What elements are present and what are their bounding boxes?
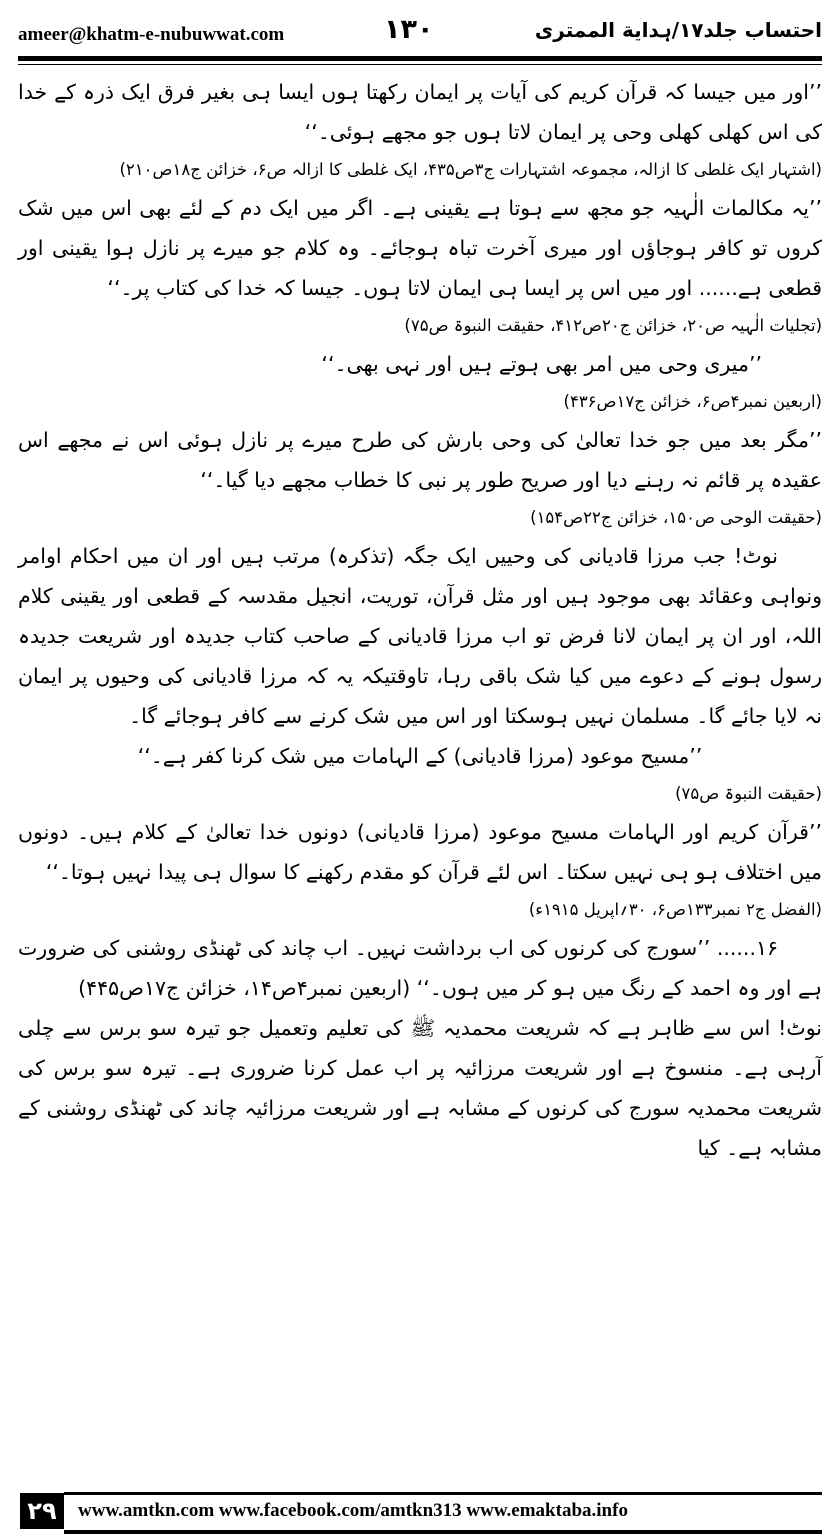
quote-paragraph: ’’قرآن کریم اور الہامات مسیح موعود (مرزا قادیانی) دونوں خدا تعالیٰ کے کلام ہیں۔ دونوں میں اختلاف ہو ہی نہیں سکتا۔ اس لئے قرآن کو مقدم رکھنے کا سوال ہی پیدا نہیں ہوتا۔‘‘ xyxy=(18,820,822,884)
footer-page-number: ۲۹ xyxy=(20,1493,64,1529)
page-body xyxy=(18,72,822,1168)
quote-paragraph: ’’مسیح موعود (مرزا قادیانی) کے الہامات میں شک کرنا کفر ہے۔‘‘ xyxy=(137,744,703,768)
header-rule-thick xyxy=(18,56,822,61)
header-email: ameer@khatm-e-nubuwwat.com xyxy=(18,24,285,45)
reference-citation: (حقیقت النبوۃ ص۷۵) xyxy=(675,784,822,803)
reference-citation: (اربعین نمبر۴ص۶، خزائن ج۱۷ص۴۳۶) xyxy=(563,392,822,411)
header-book-title: احتساب جلد۱۷/ہدایة الممتری xyxy=(534,18,822,42)
quote-paragraph: ’’اور میں جیسا کہ قرآن کریم کی آیات پر ایمان رکھتا ہوں ایسا ہی بغیر فرق ایک ذرہ کے خدا کی اس کھلی کھلی وحی پر ایمان لاتا ہوں جو مجھے ہوئی۔‘‘ xyxy=(18,80,822,144)
quote-paragraph: ’’میری وحی میں امر بھی ہوتے ہیں اور نہی بھی۔‘‘ xyxy=(321,352,762,376)
footer-rule-bottom xyxy=(64,1530,822,1534)
footer-urls: www.amtkn.com www.facebook.com/amtkn313 www.emaktaba.info xyxy=(78,1500,628,1521)
reference-citation: (اشتہار ایک غلطی کا ازالہ، مجموعہ اشتہارات ج۳ص۴۳۵، ایک غلطی کا ازالہ ص۶، خزائن ج۱۸ص۲۱۰) xyxy=(119,160,822,179)
note-paragraph: نوٹ! اس سے ظاہر ہے کہ شریعت محمدیہ ﷺ کی تعلیم وتعمیل جو تیرہ سو برس سے چلی آرہی ہے۔ منسوخ ہے اور شریعت مرزائیہ پر اب عمل کرنا ضروری ہے۔ تیرہ سو برس کی شریعت محمدیہ سورج کی کرنوں کے مشابہ ہے اور شریعت مرزائیہ چاند کی ٹھنڈی روشنی کے مشابہ ہے۔ کیا xyxy=(18,1016,822,1160)
header-page-number: ۱۳۰ xyxy=(384,14,434,45)
header-rule-thin xyxy=(18,64,822,65)
page-header xyxy=(18,10,822,52)
reference-citation: (حقیقت الوحی ص۱۵۰، خزائن ج۲۲ص۱۵۴) xyxy=(530,508,822,527)
reference-citation: (تجلیات الٰہیہ ص۲۰، خزائن ج۲۰ص۴۱۲، حقیقت النبوۃ ص۷۵) xyxy=(404,316,822,335)
quote-paragraph: ’’یہ مکالمات الٰہیہ جو مجھ سے ہوتا ہے یقینی ہے۔ اگر میں ایک دم کے لئے بھی اس میں شک کروں تو کافر ہوجاؤں اور میری آخرت تباہ ہوجائے۔ وہ کلام جو میرے پر نازل ہوا یقینی اور قطعی ہے...... اور میں اس پر ایسا ہی ایمان لاتا ہوں۔ جیسا کہ خدا کی کتاب پر۔‘‘ xyxy=(18,196,822,300)
numbered-quote-paragraph: ۱۶...... ’’سورج کی کرنوں کی اب برداشت نہیں۔ اب چاند کی ٹھنڈی روشنی کی ضرورت ہے اور وہ احمد کے رنگ میں ہو کر میں ہوں۔‘‘ (اربعین نمبر۴ص۱۴، خزائن ج۱۷ص۴۴۵) xyxy=(18,936,822,1000)
reference-citation: (الفضل ج۲ نمبر۱۳۳ص۶، ۳۰؍اپریل ۱۹۱۵ء) xyxy=(528,900,822,919)
note-paragraph: نوٹ! جب مرزا قادیانی کی وحییں ایک جگہ (تذکرہ) مرتب ہیں اور ان میں احکام اوامر ونواہی وعقائد بھی موجود ہیں اور مثل قرآن، توریت، انجیل مقدسہ کے قطعی اور یقینی کلام اللہ، اور ان پر ایمان لانا فرض تو اب مرزا قادیانی کے صاحب کتاب جدیدہ اور شریعت جدیدہ رسول ہونے کے دعوے میں کیا شک باقی رہا، تاوقتیکہ یہ کہ مرزا قادیانی کی وحیوں پر ایمان نہ لایا جائے گا۔ مسلمان نہیں ہوسکتا اور اس میں شک کرنے سے کافر ہوجائے گا۔ xyxy=(18,544,822,728)
quote-paragraph: ’’مگر بعد میں جو خدا تعالیٰ کی وحی بارش کی طرح میرے پر نازل ہوئی اس نے مجھے اس عقیدہ پر قائم نہ رہنے دیا اور صریح طور پر نبی کا خطاب مجھے دیا گیا۔‘‘ xyxy=(18,428,822,492)
footer-rule-top xyxy=(64,1492,822,1495)
